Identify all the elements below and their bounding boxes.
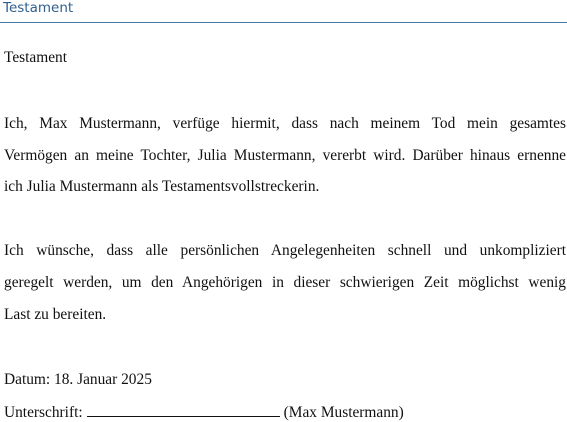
paragraph2-line1: Ich wünsche, dass alle persönlichen Angelegenheiten schnell und unkompliziert bbox=[4, 242, 566, 259]
signature-blank-line bbox=[87, 402, 280, 417]
signature-row bbox=[4, 402, 404, 422]
signature-name: (Max Mustermann) bbox=[283, 404, 404, 421]
paragraph1-line1: Ich, Max Mustermann, verfüge hiermit, dass nach meinem Tod mein gesamtes bbox=[4, 115, 566, 132]
paragraph1-line3: ich Julia Mustermann als Testamentsvollstreckerin. bbox=[4, 178, 320, 195]
paragraph2-line3: Last zu bereiten. bbox=[4, 306, 107, 323]
window-header bbox=[0, 0, 567, 23]
paragraph1-line2: Vermögen an meine Tochter, Julia Mustermann, vererbt wird. Darüber hinaus ernenne bbox=[4, 147, 566, 164]
signature-label: Unterschrift: bbox=[4, 404, 83, 421]
paragraph2-line2: geregelt werden, um den Angehörigen in dieser schwierigen Zeit möglichst wenig bbox=[4, 274, 566, 291]
header-title: Testament bbox=[3, 0, 74, 16]
document-title: Testament bbox=[4, 49, 68, 66]
date-line: Datum: 18. Januar 2025 bbox=[4, 371, 152, 388]
